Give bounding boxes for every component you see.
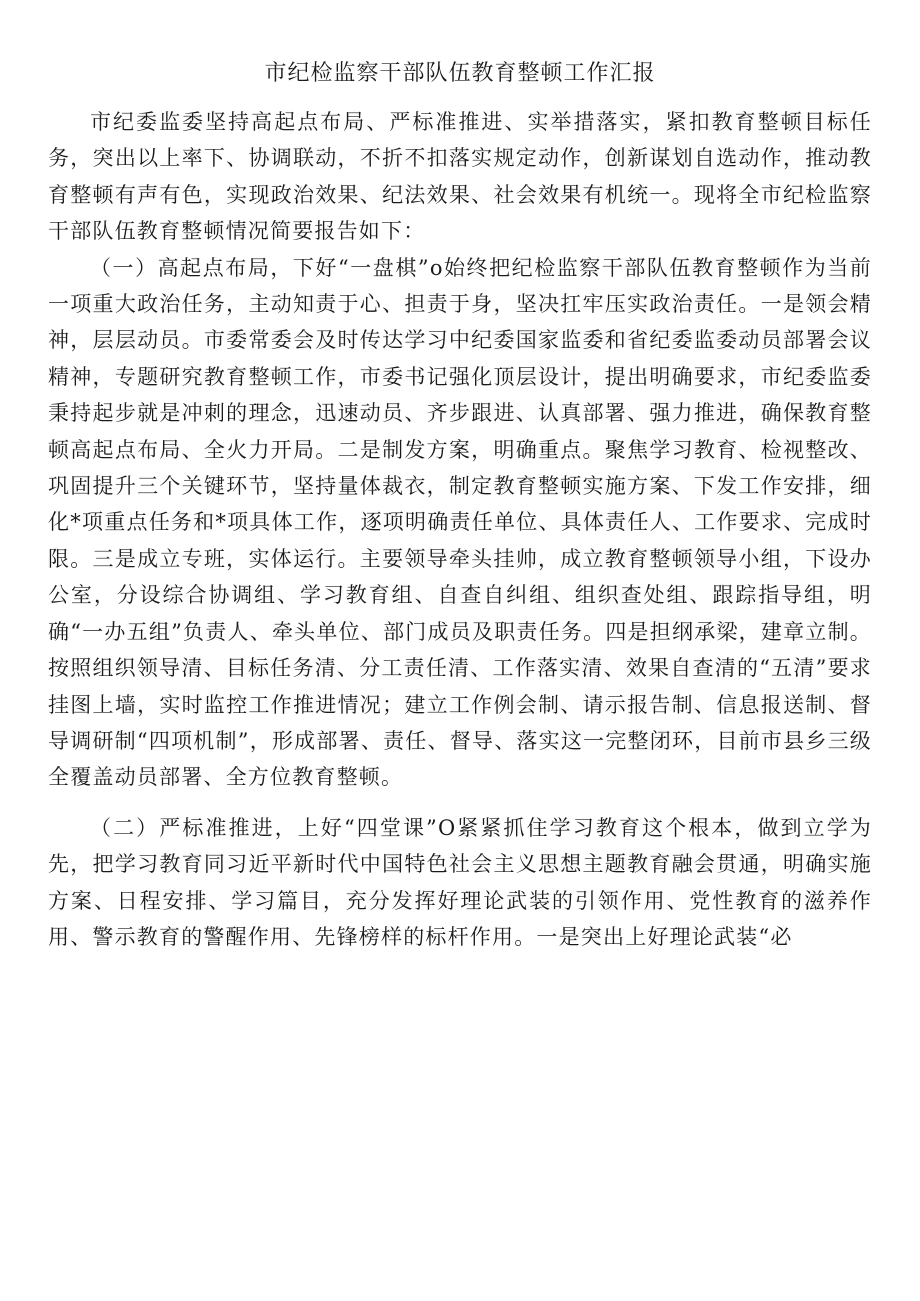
section-two-paragraph: （二）严标准推进，上好“四堂课”O紧紧抓住学习教育这个根本，做到立学为先，把学习教育同习近平新时代中国特色社会主义思想主题教育融会贯通，明确实施方案、日程安排、学习篇目，充分发挥好理论武装的引领作用、党性教育的滋养作用、警示教育的警醒作用、先锋榜样的标杆作用。一是突出上好理论武装“必 bbox=[48, 815, 872, 949]
section-one-paragraph: （一）高起点布局，下好“一盘棋”o始终把纪检监察干部队伍教育整顿作为当前一项重大政治任务，主动知责于心、担责于身，坚决扛牢压实政治责任。一是领会精神，层层动员。市委常委会及时传达学习中纪委国家监委和省纪委监委动员部署会议精神，专题研究教育整顿工作，市委书记强化顶层设计，提出明确要求，市纪委监委秉持起步就是冲刺的理念，迅速动员、齐步跟进、认真部署、强力推进，确保教育整顿高起点布局、全火力开局。二是制发方案，明确重点。聚焦学习教育、检视整改、巩固提升三个关键环节，坚持量体裁衣，制定教育整顿实施方案、下发工作安排，细化*项重点任务和*项具体工作，逐项明确责任单位、具体责任人、工作要求、完成时限。三是成立专班，实体运行。主要领导牵头挂帅，成立教育整顿领导小组，下设办公室，分设综合协调组、学习教育组、自查自纠组、组织查处组、跟踪指导组，明确“一办五组”负责人、牵头单位、部门成员及职责任务。四是担纲承梁，建章立制。按照组织领导清、目标任务清、分工责任清、工作落实清、效果自查清的“五清”要求挂图上墙，实时监控工作推进情况；建立工作例会制、请示报告制、信息报送制、督导调研制“四项机制”，形成部署、责任、督导、落实这一完整闭环，目前市县乡三级全覆盖动员部署、全方位教育整顿。 bbox=[48, 255, 872, 790]
intro-paragraph: 市纪委监委坚持高起点布局、严标准推进、实举措落实，紧扣教育整顿目标任务，突出以上率下、协调联动，不折不扣落实规定动作，创新谋划自选动作，推动教育整顿有声有色，实现政治效果、纪法效果、社会效果有机统一。现将全市纪检监察干部队伍教育整顿情况简要报告如下： bbox=[48, 110, 872, 244]
document-title: 市纪检监察干部队伍教育整顿工作汇报 bbox=[264, 61, 656, 86]
